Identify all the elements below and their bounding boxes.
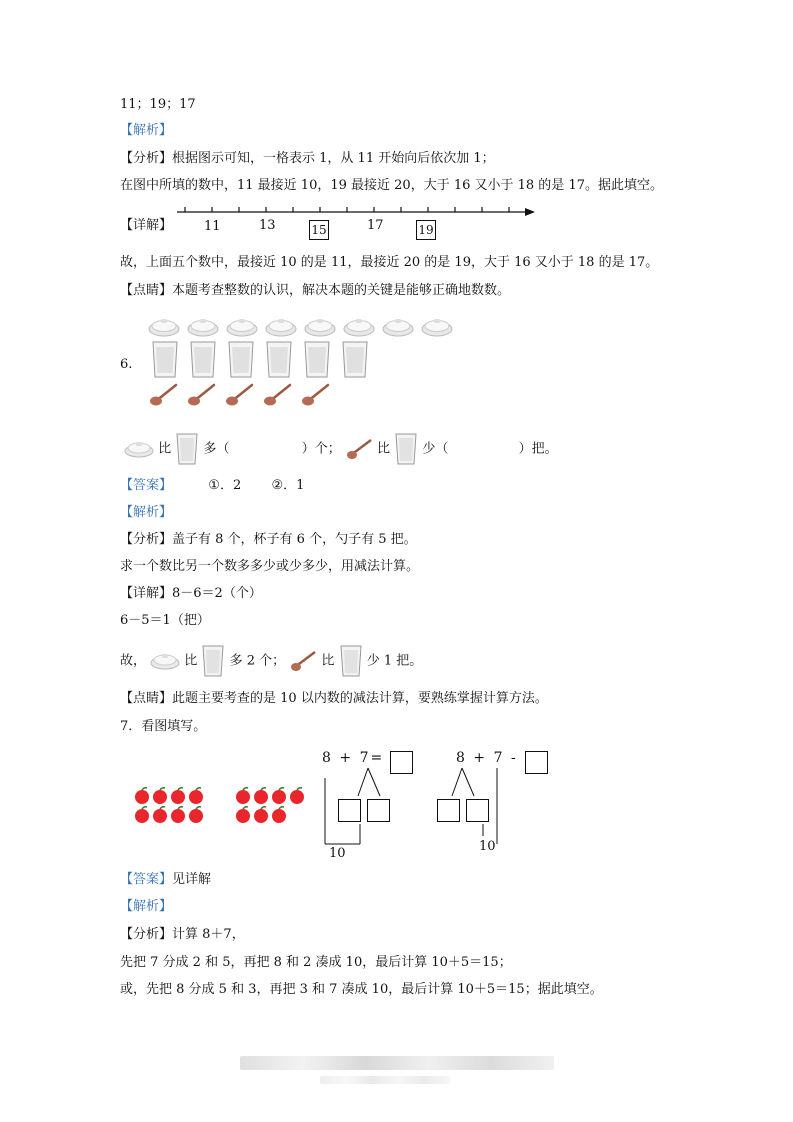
q7-method-1: 先把 7 分成 2 和 5，再把 8 和 2 凑成 10，最后计算 10＋5＝15； (120, 955, 512, 970)
nl-box-19: 19 (416, 220, 436, 240)
footer-watermark (240, 1056, 554, 1070)
jiexi-label: 【解析】 (120, 123, 173, 138)
spoon-icon (150, 385, 176, 406)
spoon-icon (289, 649, 317, 673)
number-line (175, 203, 540, 223)
apple-icon (290, 788, 304, 804)
cup-icon (175, 432, 199, 466)
eq2-ten-label: 10 (479, 839, 496, 854)
dianjing-label: 【点睛】 (120, 691, 173, 706)
fenxi-text-2: 在图中所填的数中，11 最接近 10，19 最接近 20，大于 16 又小于 18 的是 17。据此填空。 (120, 178, 663, 193)
eq1-split-box-2[interactable] (367, 799, 390, 822)
fenxi-line (120, 150, 495, 168)
dianjing-text: 本题考查整数的认识，解决本题的关键是能够正确地数数。 (172, 283, 511, 298)
q7-method-2: 或，先把 8 分成 5 和 3，再把 3 和 7 凑成 10，最后计算 10＋5＝15；据此填空。 (120, 982, 603, 997)
spoon-icon (264, 385, 290, 406)
eq1-b: 7 (359, 750, 371, 766)
answer-1: ①．2 (208, 478, 242, 493)
apples-right (235, 787, 315, 827)
answer-line: 11；19；17 (120, 97, 196, 112)
q6-ba: ）把。 (518, 441, 558, 457)
cup-icon (153, 342, 177, 377)
q6-question-line (124, 432, 558, 466)
q6-concl-bi-1: 比 (184, 653, 198, 669)
cup-icon (191, 342, 215, 377)
lid-icon (124, 440, 154, 458)
apple-icon (254, 788, 268, 804)
cup-icon (339, 644, 363, 678)
cups-row (148, 340, 378, 380)
q6-duo: 多（ (203, 441, 230, 457)
jiexi-label: 【解析】 (120, 505, 173, 520)
dianjing-text: 此题主要考查的是 10 以内数的减法计算，要熟练掌握计算方法。 (172, 691, 548, 706)
dianjing-label: 【点睛】 (120, 283, 173, 298)
spoon-icon (302, 385, 328, 406)
q6-xiangjie-text-2: 6－5＝1（把） (120, 613, 210, 628)
apple-icon (272, 788, 286, 804)
fenxi-label: 【分析】 (120, 532, 173, 547)
fenxi-label: 【分析】 (120, 151, 173, 166)
fenxi-text: 根据图示可知，一格表示 1，从 11 开始向后依次加 1； (172, 151, 495, 166)
eq1-eq: = (370, 750, 385, 766)
eq2-a: 8 (456, 750, 467, 766)
eq2-result-box[interactable] (525, 751, 548, 774)
lid-icon (188, 319, 218, 336)
nl-label-13: 13 (259, 218, 276, 233)
apple-icon (153, 807, 167, 823)
fenxi-label: 【分析】 (120, 927, 173, 942)
fenxi-text: 盖子有 8 个，杯子有 6 个，勺子有 5 把。 (172, 532, 417, 547)
cup-icon (343, 342, 367, 377)
apple-icon (135, 807, 149, 823)
question-6-number: 6. (120, 357, 133, 372)
lid-icon (150, 652, 180, 670)
eq2-op: + (473, 750, 488, 766)
eq1-split-box-1[interactable] (338, 799, 361, 822)
apple-icon (236, 807, 250, 823)
nl-label-17: 17 (367, 218, 384, 233)
answer-text: 见详解 (172, 872, 212, 887)
lid-icon (383, 319, 413, 336)
apple-icon (189, 788, 203, 804)
q6-fenxi-line (120, 531, 417, 549)
spoon-icon (226, 385, 252, 406)
spoons-row (148, 382, 348, 408)
lid-icon (266, 319, 296, 336)
apple-icon (171, 807, 185, 823)
cup-icon (394, 432, 418, 466)
jiexi-label: 【解析】 (120, 899, 173, 914)
lid-icon (149, 319, 179, 336)
eq1-ten-label: 10 (329, 846, 346, 861)
q6-shao: 少（ (422, 441, 449, 457)
q5-conclusion: 故，上面五个数中，最接近 10 的是 11，最接近 20 的是 19，大于 16 又小于 18 的是 17。 (120, 255, 659, 270)
q7-answer-line (120, 871, 211, 889)
apple-icon (254, 807, 268, 823)
xiangjie-label: 【详解】 (120, 586, 173, 601)
q7-fenxi-line (120, 926, 245, 944)
spoon-icon (345, 437, 373, 461)
eq2-b: 7 (493, 750, 505, 766)
footer-watermark-2 (320, 1076, 450, 1084)
answer-label: 【答案】 (120, 872, 173, 887)
lid-icon (227, 319, 257, 336)
q6-answer-line (120, 477, 304, 495)
apple-icon (189, 807, 203, 823)
cup-icon (201, 644, 225, 678)
fenxi-text: 计算 8＋7， (172, 927, 245, 942)
q6-bi-1: 比 (158, 441, 172, 457)
answer-label: 【答案】 (120, 478, 173, 493)
apple-icon (171, 788, 185, 804)
cup-icon (229, 342, 253, 377)
apple-icon (272, 807, 286, 823)
answer-2: ②．1 (271, 478, 305, 493)
eq1-line (322, 750, 384, 766)
eq2-split-box-1[interactable] (437, 799, 460, 822)
xiangjie-text: 8－6＝2（个） (172, 586, 262, 601)
spoon-icon (188, 385, 214, 406)
nl-box-15: 15 (309, 220, 329, 240)
dianjing-line (120, 282, 510, 300)
q6-dianjing-line (120, 690, 548, 708)
lid-icon (422, 319, 452, 336)
q6-concl-bi-2: 比 (321, 653, 335, 669)
apple-icon (153, 788, 167, 804)
apples-left (134, 787, 214, 827)
nl-label-11: 11 (204, 219, 221, 234)
eq2-eq: - (510, 750, 518, 766)
q6-gu: 故， (120, 653, 147, 669)
q6-concl-shao: 少 1 把。 (366, 653, 423, 669)
cup-icon (267, 342, 291, 377)
q6-bi-2: 比 (377, 441, 391, 457)
apple-icon (135, 788, 149, 804)
q6-ge: ）个； (301, 441, 341, 457)
cup-icon (305, 342, 329, 377)
q6-fenxi-text-2: 求一个数比另一个数多多少或少多少，用减法计算。 (120, 559, 420, 574)
question-7-title: 7．看图填写。 (120, 719, 207, 734)
eq2-split-box-2[interactable] (466, 799, 489, 822)
apple-icon (236, 788, 250, 804)
q6-concl-duo: 多 2 个； (229, 653, 286, 669)
eq1-a: 8 (322, 750, 333, 766)
eq2-line (456, 750, 518, 766)
lids-row (148, 316, 458, 338)
eq1-op: + (339, 750, 354, 766)
xiangjie-label: 【详解】 (120, 218, 173, 233)
q6-conclusion-line (120, 644, 422, 678)
q6-xiangjie-line (120, 585, 262, 603)
lid-icon (305, 319, 335, 336)
lid-icon (344, 319, 374, 336)
